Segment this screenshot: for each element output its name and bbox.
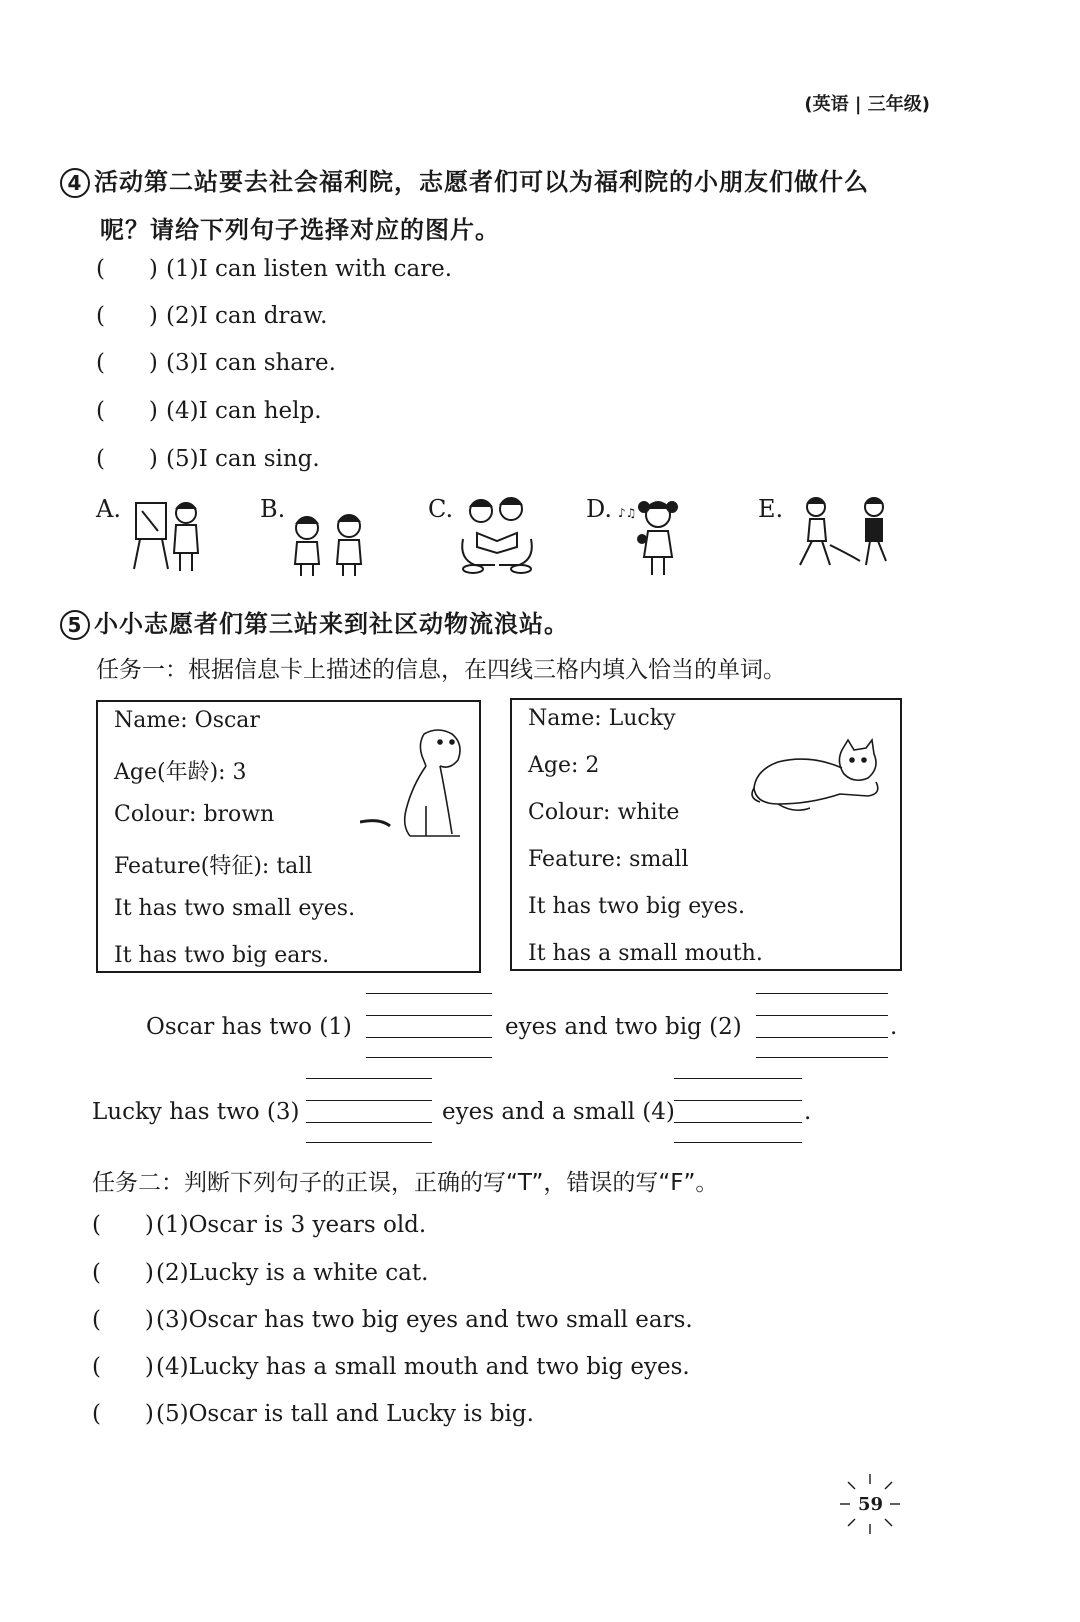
svg-text:♪♫: ♪♫ <box>618 506 637 520</box>
q4-item: ( ) (1)I can listen with care. <box>96 256 453 282</box>
q5-number: 5 <box>60 610 90 640</box>
answer-blank-2[interactable] <box>756 993 888 1059</box>
lucky-age: Age: 2 <box>528 753 600 778</box>
oscar-feature: Feature(特征): tall <box>114 854 313 879</box>
q4-item: ( ) (2)I can draw. <box>96 303 328 329</box>
option-b-label: B. <box>260 495 286 523</box>
oscar-eyes: It has two small eyes. <box>114 896 356 921</box>
two-children-talking-picture <box>285 512 375 578</box>
q4-title-line2: 呢？请给下列句子选择对应的图片。 <box>100 216 500 244</box>
tf-item: ( )(5)Oscar is tall and Lucky is big. <box>92 1401 534 1427</box>
tf-item: ( )(3)Oscar has two big eyes and two small ears. <box>92 1307 693 1333</box>
task2-instruction: 任务二：判断下列句子的正误，正确的写“T”，错误的写“F”。 <box>92 1170 719 1196</box>
option-d-label: D. <box>586 495 613 523</box>
info-card-oscar <box>96 700 481 973</box>
q4-title-text1: 活动第二站要去社会福利院，志愿者们可以为福利院的小朋友们做什么 <box>94 168 869 196</box>
q4-item: ( ) (5)I can sing. <box>96 446 320 472</box>
answer-blank-3[interactable] <box>306 1078 432 1144</box>
dog-picture <box>360 726 470 846</box>
page-number: 59 <box>858 1494 884 1515</box>
fill-sentence-2b: eyes and a small (4) <box>442 1099 675 1125</box>
lucky-mouth: It has a small mouth. <box>528 941 763 966</box>
oscar-name: Name: Oscar <box>114 708 260 733</box>
subject-grade-tag: (英语 | 三年级) <box>804 94 930 115</box>
lucky-feature: Feature: small <box>528 847 689 872</box>
subject-label: 英语 <box>812 94 849 115</box>
answer-blank-4[interactable] <box>674 1078 802 1144</box>
option-e-label: E. <box>758 495 784 523</box>
q4-item: ( ) (3)I can share. <box>96 350 336 376</box>
oscar-age: Age(年龄): 3 <box>114 760 247 785</box>
helping-children-picture <box>790 495 894 575</box>
q4-title-line1 <box>60 162 869 198</box>
lucky-colour: Colour: white <box>528 800 680 825</box>
info-card-lucky <box>510 698 902 971</box>
lucky-eyes: It has two big eyes. <box>528 894 745 919</box>
singing-girl-picture <box>618 495 692 577</box>
answer-blank-1[interactable] <box>366 993 492 1059</box>
q4-item: ( ) (4)I can help. <box>96 398 322 424</box>
task1-instruction: 任务一：根据信息卡上描述的信息，在四线三格内填入恰当的单词。 <box>96 657 786 683</box>
children-sharing-book-picture <box>455 495 539 575</box>
fill-sentence-1-end: . <box>890 1014 898 1040</box>
tf-item: ( )(2)Lucky is a white cat. <box>92 1260 429 1286</box>
fill-sentence-1b: eyes and two big (2) <box>505 1014 742 1040</box>
drawing-child-picture <box>128 495 210 575</box>
oscar-ears: It has two big ears. <box>114 943 330 968</box>
option-a-label: A. <box>96 495 121 523</box>
oscar-colour: Colour: brown <box>114 802 275 827</box>
tf-item: ( )(4)Lucky has a small mouth and two big eyes. <box>92 1354 690 1380</box>
grade-label: 三年级 <box>867 94 922 115</box>
option-c-label: C. <box>428 495 454 523</box>
tf-item: ( )(1)Oscar is 3 years old. <box>92 1212 427 1238</box>
q4-number: 4 <box>60 168 90 198</box>
fill-sentence-2a: Lucky has two (3) <box>92 1099 300 1125</box>
q5-title <box>60 604 569 640</box>
cat-picture <box>750 738 890 822</box>
fill-sentence-2-end: . <box>804 1099 812 1125</box>
fill-sentence-1a: Oscar has two (1) <box>146 1014 352 1040</box>
lucky-name: Name: Lucky <box>528 706 676 731</box>
q5-title-text: 小小志愿者们第三站来到社区动物流浪站。 <box>94 610 569 638</box>
